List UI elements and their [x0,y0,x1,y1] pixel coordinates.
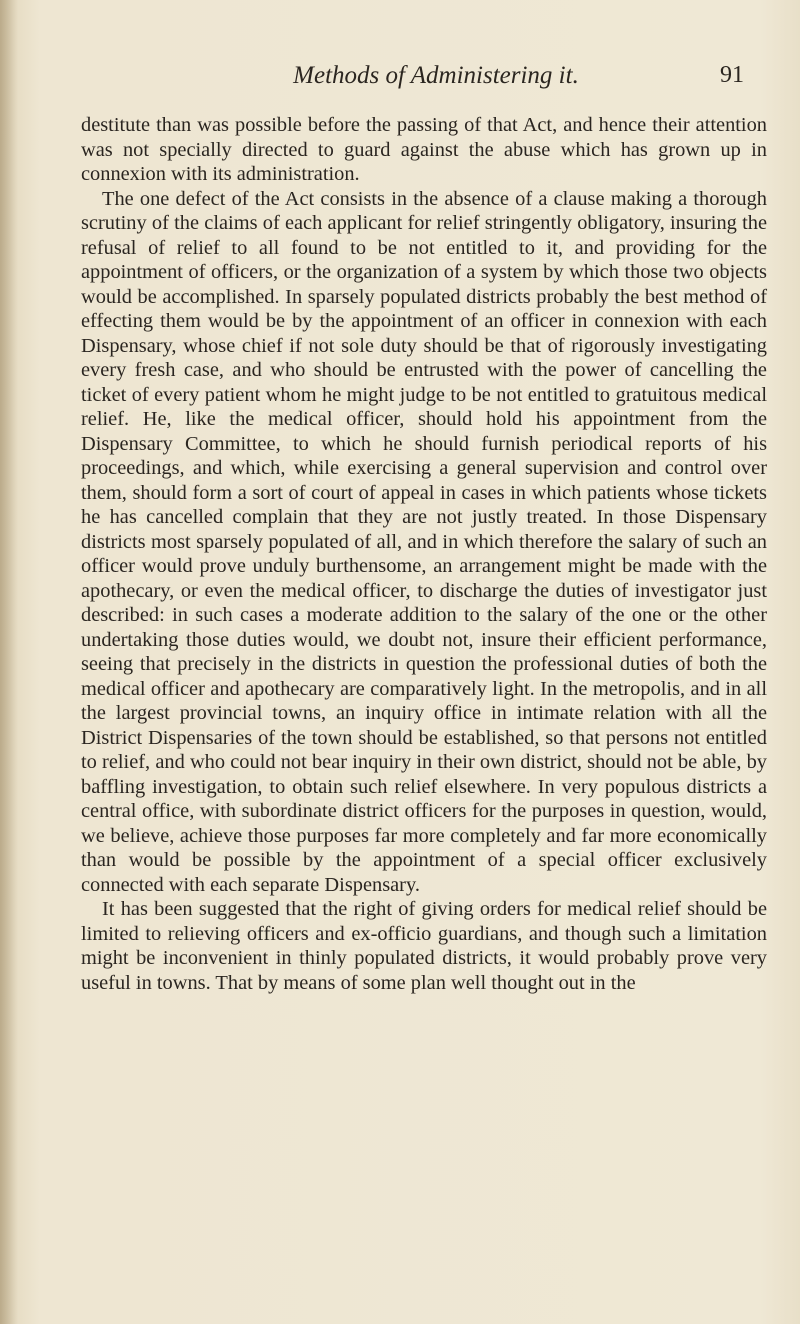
page-header [0,62,800,96]
running-title: Methods of Administering it. [293,62,579,89]
paragraph-continued: destitute than was possible before the passing of that Act, and hence their attention was not specially directed to guard against the abuse which has grown up in connexion with its administration. [81,114,767,185]
paragraph-act-defect: The one defect of the Act consists in the absence of a clause making a thorough scrutiny of the claims of each applicant for relief stringently obligatory, insuring the refusal of relief to all found to be not entitled to it, and providing for the appointment of officers, or the organization of a system by which those two objects would be accomplished. In sparsely populated districts probably the best method of effecting them would be by the appointment of an officer in connexion with each Dispensary, whose chief if not sole duty should be that of rigorously investigating every fresh case, and who should be entrusted with the power of cancelling the ticket of every patient whom he might judge to be not entitled to gratuitous medical relief. He, like the medical officer, should hold his appointment from the Dispensary Committee, to which he should furnish periodical reports of his proceedings, and which, while exercising a general supervision and control over them, should form a sort of court of appeal in cases in which patients whose tickets he has cancelled complain that they are not justly treated. In those Dispensary districts most sparsely populated of all, and in which therefore the salary of such an officer would prove unduly burthensome, an arrangement might be made with the apothecary, or even the medical officer, to discharge the duties of investigator just described: in such cases a moderate addition to the salary of the one or the other undertaking those duties would, we doubt not, insure their efficient performance, seeing that precisely in the districts in question the professional duties of both the medical officer and apothecary are comparatively light. In the metropolis, and in all the largest provincial towns, an inquiry office in intimate relation with all the District Dispensaries of the town should be established, so that persons not entitled to relief, and who could not bear inquiry in their own district, should not be able, by baffling investigation, to obtain such relief elsewhere. In very populous districts a central office, with subordinate district officers for the purposes in question, would, we believe, achieve those purposes far more completely and far more economically than would be possible by the appointment of a special officer exclusively connected with each separate Dispensary. [81,187,767,896]
spine-shadow [0,0,18,1324]
body-text [81,113,767,995]
paragraph-suggestion: It has been suggested that the right of giving orders for medical relief should be limited to relieving officers and ex-officio guardians, and though such a limitation might be inconvenient in thinly populated districts, it would probably prove very useful in towns. That by means of some plan well thought out in the [81,898,767,994]
page-number: 91 [720,62,744,88]
